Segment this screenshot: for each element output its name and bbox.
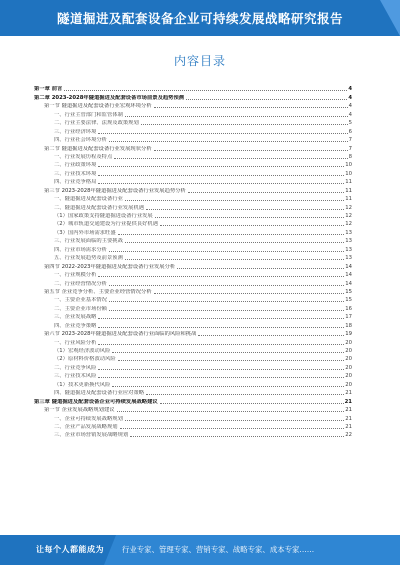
toc-entry-page: 17: [345, 314, 352, 321]
toc-entry-title: 第一节 隧道掘进及配套设备行业宏观环境分析: [44, 103, 152, 110]
header-corner-decoration: [380, 0, 400, 36]
toc-entry-page: 8: [348, 153, 352, 160]
toc-dot-leader: [98, 133, 347, 134]
footer-tagline: 行业专家、管理专家、营销专家、战略专家、成本专家……: [122, 545, 315, 554]
toc-dot-leader: [98, 276, 344, 277]
report-title: 隧道掘进及配套设备企业可持续发展战略研究报告: [56, 11, 343, 26]
toc-entry-page: 20: [345, 348, 352, 354]
toc-entry-title: 四、行业社会环境分析: [54, 137, 107, 144]
toc-entry-page: 13: [345, 238, 352, 245]
toc-entry-title: 第三节 2023-2028年隧道掘进及配套设备行业发展趋势分析: [44, 187, 186, 194]
toc-entry-page: 14: [345, 272, 352, 279]
toc-entry-title: 四、隧道掘进及配套设备行业应对策略: [54, 390, 145, 397]
toc-entry[interactable]: [34, 84, 352, 92]
toc-entry-title: 第五节 企业竞争分析、主要企业经营情况分析: [44, 288, 152, 295]
toc-entry[interactable]: [34, 346, 352, 354]
toc-dot-leader: [155, 217, 345, 218]
toc-entry[interactable]: [34, 329, 352, 337]
toc-entry-page: 13: [345, 246, 352, 253]
toc-dot-leader: [109, 301, 344, 302]
toc-entry-page: 20: [345, 339, 352, 346]
table-of-contents: [34, 84, 352, 438]
toc-entry-title: 第三章 隧道掘进及配套设备企业可持续发展战略建议: [34, 398, 158, 405]
toc-entry[interactable]: [34, 278, 352, 286]
toc-dot-leader: [154, 107, 348, 108]
toc-entry[interactable]: [34, 118, 352, 126]
toc-dot-leader: [118, 360, 345, 361]
toc-entry-title: 三、行业经济环境: [54, 128, 97, 135]
toc-entry-page: 4: [348, 86, 352, 93]
toc-entry[interactable]: [34, 388, 352, 396]
toc-entry-page: 21: [345, 423, 352, 430]
toc-entry-page: 12: [345, 221, 352, 228]
toc-entry-title: 二、行业主要法律、法规及政策规划: [54, 120, 139, 127]
toc-dot-leader: [154, 293, 345, 294]
toc-entry[interactable]: [34, 126, 352, 134]
toc-entry-page: 10: [345, 170, 352, 177]
toc-entry-page: 14: [345, 263, 352, 270]
toc-entry-page: 22: [345, 432, 352, 439]
toc-dot-leader: [130, 436, 344, 437]
toc-entry-title: 第六节 2023-2028年隧道掘进及配套设备行业面临的风险和挑战: [44, 331, 197, 338]
toc-dot-leader: [125, 420, 344, 421]
toc-entry-title: （1）技术更新换代风险: [54, 381, 111, 388]
toc-dot-leader: [160, 225, 344, 226]
footer-slogan: 让每个人都能成为: [36, 545, 104, 554]
toc-dot-leader: [117, 411, 345, 412]
toc-entry-title: 一、企业可持续发展战略规划: [54, 415, 123, 422]
toc-entry-title: 二、行业竞争风险: [54, 364, 97, 371]
toc-entry-title: 二、行业经营情况分析: [54, 280, 107, 287]
toc-entry[interactable]: [34, 261, 352, 269]
toc-entry-title: 三、企业发展战略: [54, 314, 97, 321]
toc-entry-title: （2）城市轨道交通建设为行业提供良好机遇: [54, 221, 159, 228]
toc-dot-leader: [98, 369, 344, 370]
toc-entry[interactable]: [34, 413, 352, 421]
toc-entry[interactable]: [34, 109, 352, 117]
toc-entry-page: 15: [345, 288, 352, 295]
toc-entry-page: 4: [348, 103, 352, 110]
toc-entry-page: 12: [345, 213, 352, 219]
toc-entry-page: 18: [345, 322, 352, 329]
toc-entry-page: 14: [345, 280, 352, 287]
toc-entry-title: 五、行业发展趋势及前景预测: [54, 255, 123, 262]
toc-entry-title: （1）宏观经济波动风险: [54, 348, 111, 354]
toc-entry[interactable]: [34, 320, 352, 328]
toc-entry-title: 二、企业产品发展战略规划: [54, 423, 118, 430]
toc-entry[interactable]: [34, 362, 352, 370]
footer-slant-decoration: [104, 535, 116, 565]
toc-entry-page: 13: [345, 229, 352, 236]
toc-entry-page: 4: [348, 94, 352, 101]
toc-entry[interactable]: [34, 194, 352, 202]
toc-entry-title: （3）国内外市场需求旺盛: [54, 229, 116, 236]
toc-dot-leader: [109, 251, 344, 252]
toc-entry-title: 三、行业技术风险: [54, 373, 97, 380]
toc-entry-page: 7: [348, 137, 352, 144]
toc-entry-title: 第二章 2023-2028年隧道掘进及配套设备市场前景及趋势预测: [34, 94, 185, 101]
toc-entry[interactable]: [34, 219, 352, 227]
toc-entry[interactable]: [34, 253, 352, 261]
toc-dot-leader: [114, 158, 347, 159]
toc-entry-title: 第一节 企业发展战略规划建议: [44, 407, 115, 414]
toc-entry-title: （2）原材料价格波动风险: [54, 356, 116, 363]
toc-dot-leader: [98, 175, 344, 176]
toc-entry-title: 三、行业技术环境: [54, 170, 97, 177]
toc-entry-page: 20: [345, 356, 352, 363]
toc-dot-leader: [112, 386, 344, 387]
toc-dot-leader: [64, 90, 347, 91]
toc-entry[interactable]: [34, 135, 352, 143]
toc-dot-leader: [120, 428, 345, 429]
toc-dot-leader: [154, 150, 348, 151]
toc-entry-title: 四、行业市场需求分析: [54, 246, 107, 253]
toc-entry-page: 21: [344, 398, 352, 405]
toc-entry-page: 11: [345, 196, 352, 203]
toc-entry-page: 21: [345, 390, 352, 397]
toc-entry-page: 4: [348, 111, 352, 118]
toc-entry[interactable]: [34, 227, 352, 235]
toc-entry[interactable]: [34, 405, 352, 413]
toc-dot-leader: [98, 344, 344, 345]
toc-dot-leader: [98, 318, 344, 319]
toc-entry-title: 二、主要企业市场份额: [54, 305, 107, 312]
toc-entry-title: 四、企业竞争策略: [54, 322, 97, 329]
toc-entry-page: 13: [345, 255, 352, 262]
toc-entry-title: 二、行业政策环境: [54, 162, 97, 169]
toc-dot-leader: [98, 327, 344, 328]
toc-dot-leader: [198, 335, 344, 336]
header-banner: [0, 0, 400, 36]
toc-dot-leader: [109, 141, 348, 142]
toc-dot-leader: [146, 394, 344, 395]
toc-entry-page: 5: [348, 120, 352, 127]
toc-entry-page: 20: [345, 373, 352, 380]
toc-entry[interactable]: [34, 92, 352, 100]
toc-entry[interactable]: [34, 202, 352, 210]
toc-entry-page: 19: [345, 331, 352, 338]
toc-entry-page: 15: [345, 297, 352, 304]
toc-entry[interactable]: [34, 312, 352, 320]
toc-entry[interactable]: [34, 430, 352, 438]
toc-dot-leader: [188, 192, 344, 193]
toc-entry-title: 三、行业发展面临的主要挑战: [54, 238, 123, 245]
toc-entry[interactable]: [34, 185, 352, 193]
toc-entry-page: 16: [345, 305, 352, 312]
toc-entry[interactable]: [34, 287, 352, 295]
toc-entry-page: 10: [345, 162, 352, 169]
footer-banner: [0, 535, 400, 565]
toc-entry-page: 7: [348, 145, 352, 152]
toc-entry-title: 一、隧道掘进及配套设备行业: [54, 196, 123, 203]
toc-entry[interactable]: [34, 160, 352, 168]
toc-dot-leader: [177, 268, 344, 269]
toc-entry-title: 一、行业主管部门和监管体制: [54, 111, 123, 118]
toc-dot-leader: [125, 116, 348, 117]
toc-dot-leader: [125, 259, 344, 260]
toc-entry[interactable]: [34, 303, 352, 311]
toc-entry-title: 第四节 2022-2023年隧道掘进及配套设备行业发展分析: [44, 263, 176, 270]
toc-dot-leader: [186, 99, 347, 100]
toc-entry[interactable]: [34, 211, 352, 219]
toc-entry[interactable]: [34, 152, 352, 160]
toc-entry[interactable]: [34, 295, 352, 303]
toc-entry[interactable]: [34, 143, 352, 151]
toc-dot-leader: [141, 124, 348, 125]
toc-dot-leader: [98, 183, 344, 184]
toc-entry[interactable]: [34, 379, 352, 387]
toc-entry-page: 12: [345, 204, 352, 211]
toc-entry-page: 20: [345, 364, 352, 371]
toc-dot-leader: [160, 403, 344, 404]
toc-entry-title: 一、行业发展历程及特点: [54, 153, 113, 160]
toc-entry-title: 一、主要企业基本情况: [54, 297, 107, 304]
toc-entry-page: 20: [345, 381, 352, 388]
toc-dot-leader: [112, 352, 344, 353]
toc-entry[interactable]: [34, 337, 352, 345]
toc-dot-leader: [125, 200, 344, 201]
toc-dot-leader: [125, 242, 344, 243]
toc-entry-title: 二、隧道掘进及配套设备行业发展机遇: [54, 204, 145, 211]
toc-entry-page: 11: [345, 179, 352, 186]
toc-entry[interactable]: [34, 354, 352, 362]
toc-entry[interactable]: [34, 244, 352, 252]
toc-entry[interactable]: [34, 101, 352, 109]
toc-entry[interactable]: [34, 371, 352, 379]
toc-entry-title: （1）国家政策支持隧道掘进设备行业发展: [54, 213, 153, 219]
toc-entry-title: 第二节 隧道掘进及配套设备行业发展现状分析: [44, 145, 152, 152]
toc-entry-page: 6: [348, 128, 352, 135]
toc-dot-leader: [109, 310, 344, 311]
toc-dot-leader: [146, 209, 344, 210]
toc-entry-title: 一、行业规模分析: [54, 272, 97, 279]
toc-dot-leader: [118, 234, 345, 235]
toc-entry-page: 11: [345, 187, 352, 194]
toc-entry-title: 第一章 前言: [34, 86, 63, 93]
toc-dot-leader: [109, 285, 344, 286]
toc-entry-title: 四、行业竞争格局: [54, 179, 97, 186]
toc-entry-page: 21: [345, 407, 352, 414]
toc-entry[interactable]: [34, 422, 352, 430]
toc-dot-leader: [98, 377, 344, 378]
toc-dot-leader: [98, 166, 344, 167]
toc-title: 内容目录: [173, 54, 226, 68]
toc-entry[interactable]: [34, 177, 352, 185]
toc-entry[interactable]: [34, 396, 352, 404]
toc-entry-page: 21: [345, 415, 352, 422]
toc-entry[interactable]: [34, 168, 352, 176]
toc-entry-title: 三、企业市场营销发展战略规划: [54, 432, 129, 439]
toc-entry[interactable]: [34, 236, 352, 244]
toc-entry[interactable]: [34, 270, 352, 278]
toc-entry-title: 一、行业风险分析: [54, 339, 97, 346]
